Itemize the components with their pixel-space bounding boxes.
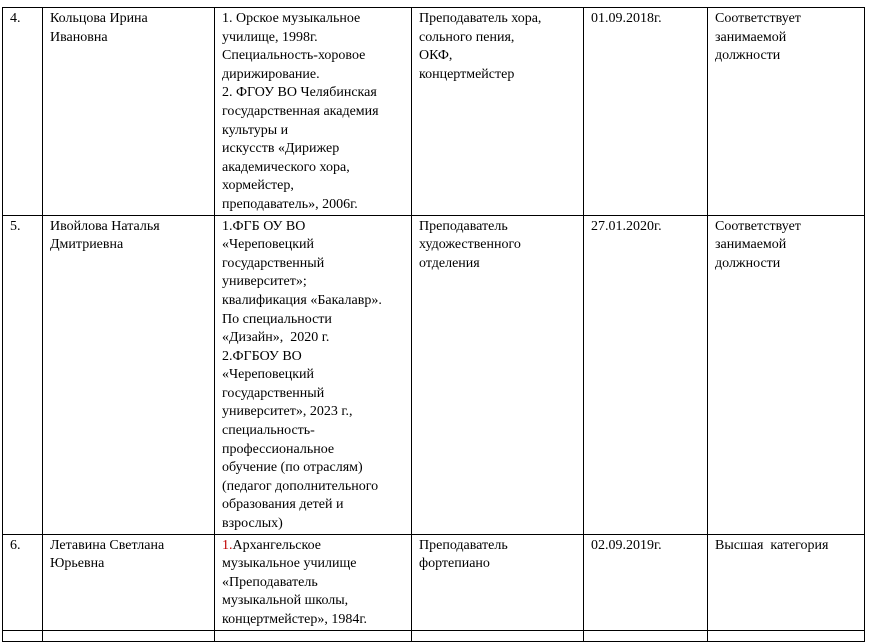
table-cell: [584, 630, 708, 641]
hire-date: 02.09.2019г.: [584, 534, 708, 630]
position-cell: Преподаватель фортепиано: [412, 534, 584, 630]
hire-date: 27.01.2020г.: [584, 215, 708, 534]
table-row: [3, 534, 865, 630]
list-marker: 1.: [222, 537, 233, 553]
row-number: 5.: [3, 215, 43, 534]
table-cell: [708, 630, 865, 641]
table-cell: [215, 630, 412, 641]
staff-table: [2, 7, 865, 642]
education-cell: 1.Архангельское музыкальное училище «Преподаватель музыкальной школы, концертмейстер», 1984г.: [215, 534, 412, 630]
row-number: 4.: [3, 8, 43, 216]
education-cell: 1. Орское музыкальное училище, 1998г. Специальность-хоровое дирижирование. 2. ФГОУ ВО Челябинская государственная академия культуры и искусств «Дирижер академического хора, хормейстер, преподаватель», 2006г.: [215, 8, 412, 216]
position-cell: Преподаватель хора, сольного пения, ОКФ, концертмейстер: [412, 8, 584, 216]
hire-date: 01.09.2018г.: [584, 8, 708, 216]
table-cell: [412, 630, 584, 641]
position-cell: Преподаватель художественного отделения: [412, 215, 584, 534]
qualification-category: Соответствует занимаемой должности: [708, 8, 865, 216]
education-cell: 1.ФГБ ОУ ВО «Череповецкий государственный университет»; квалификация «Бакалавр». По специальности «Дизайн», 2020 г. 2.ФГБОУ ВО «Череповецкий государственный университет», 2023 г., специальность- профессиональное обучение (по отраслям) (педагог дополнительного образования детей и взрослых): [215, 215, 412, 534]
table-cell: [43, 630, 215, 641]
table-cell: [3, 630, 43, 641]
qualification-category: Высшая категория: [708, 534, 865, 630]
row-number: 6.: [3, 534, 43, 630]
table-row: [3, 215, 865, 534]
employee-name: Кольцова Ирина Ивановна: [43, 8, 215, 216]
table-row: [3, 8, 865, 216]
employee-name: Ивойлова Наталья Дмитриевна: [43, 215, 215, 534]
table-row: [3, 630, 865, 641]
employee-name: Летавина Светлана Юрьевна: [43, 534, 215, 630]
qualification-category: Соответствует занимаемой должности: [708, 215, 865, 534]
